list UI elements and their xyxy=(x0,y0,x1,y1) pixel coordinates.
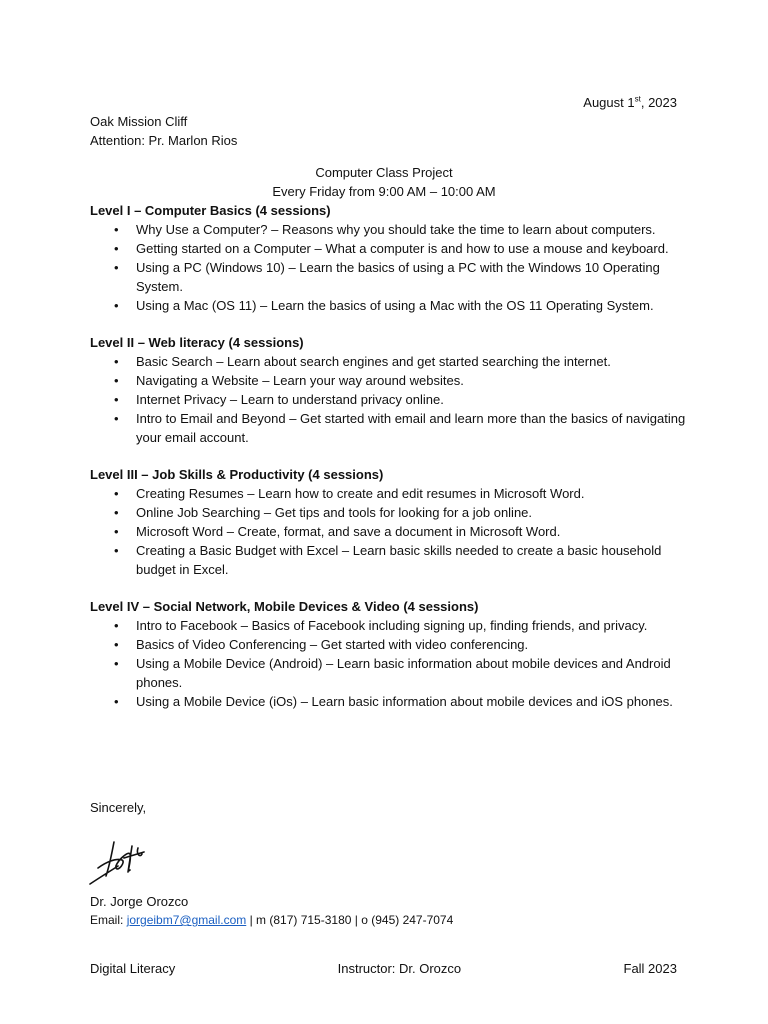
footer-right: Fall 2023 xyxy=(623,961,677,976)
level-items xyxy=(90,352,690,447)
list-item: • Internet Privacy – Learn to understand privacy online. xyxy=(90,390,690,409)
level-1 xyxy=(90,201,690,315)
page-footer xyxy=(90,959,677,978)
list-item: • Using a Mobile Device (Android) – Learn basic information about mobile devices and Android phones. xyxy=(90,654,690,692)
level-heading: Level IV – Social Network, Mobile Devices & Video (4 sessions) xyxy=(90,599,479,614)
phone-numbers: | m (817) 715-3180 | o (945) 247-7074 xyxy=(246,913,454,927)
list-item: • Creating Resumes – Learn how to create and edit resumes in Microsoft Word. xyxy=(90,484,690,503)
level-2 xyxy=(90,333,690,447)
footer-left: Digital Literacy xyxy=(90,961,176,976)
level-heading: Level II – Web literacy (4 sessions) xyxy=(90,335,304,350)
list-item: • Microsoft Word – Create, format, and save a document in Microsoft Word. xyxy=(90,522,690,541)
list-item: • Navigating a Website – Learn your way around websites. xyxy=(90,371,690,390)
class-title: Computer Class Project xyxy=(315,165,453,180)
class-schedule: Every Friday from 9:00 AM – 10:00 AM xyxy=(272,184,496,199)
class-title-block xyxy=(0,163,768,201)
list-item: • Getting started on a Computer – What a computer is and how to use a mouse and keyboard. xyxy=(90,239,690,258)
list-item: • Using a PC (Windows 10) – Learn the basics of using a PC with the Windows 10 Operating System. xyxy=(90,258,690,296)
list-item: • Using a Mobile Device (iOs) – Learn basic information about mobile devices and iOS phones. xyxy=(90,692,690,711)
contact-line xyxy=(90,911,453,930)
levels-content xyxy=(90,201,690,729)
level-heading: Level III – Job Skills & Productivity (4 sessions) xyxy=(90,467,384,482)
level-3 xyxy=(90,465,690,579)
letter-date: August 1st, 2023 xyxy=(583,94,677,110)
list-item: • Why Use a Computer? – Reasons why you should take the time to learn about computers. xyxy=(90,220,690,239)
level-4 xyxy=(90,597,690,711)
list-item: • Basic Search – Learn about search engines and get started searching the internet. xyxy=(90,352,690,371)
level-items xyxy=(90,616,690,711)
list-item: • Creating a Basic Budget with Excel – Learn basic skills needed to create a basic household budget in Excel. xyxy=(90,541,690,579)
recipient-name: Oak Mission Cliff xyxy=(90,114,188,129)
list-item: • Basics of Video Conferencing – Get started with video conferencing. xyxy=(90,635,690,654)
email-link[interactable]: jorgeibm7@gmail.com xyxy=(126,913,247,927)
signature-image xyxy=(88,836,160,888)
attention-line: Attention: Pr. Marlon Rios xyxy=(90,133,238,148)
footer-center: Instructor: Dr. Orozco xyxy=(337,961,462,976)
list-item: • Using a Mac (OS 11) – Learn the basics of using a Mac with the OS 11 Operating System. xyxy=(90,296,690,315)
level-items xyxy=(90,220,690,315)
level-heading: Level I – Computer Basics (4 sessions) xyxy=(90,203,331,218)
level-items xyxy=(90,484,690,579)
closing-salutation: Sincerely, xyxy=(90,800,147,815)
signer-name: Dr. Jorge Orozco xyxy=(90,894,189,909)
list-item: • Online Job Searching – Get tips and tools for looking for a job online. xyxy=(90,503,690,522)
email-label: Email: xyxy=(90,913,127,927)
list-item: • Intro to Email and Beyond – Get started with email and learn more than the basics of navigating your email account. xyxy=(90,409,690,447)
recipient-block xyxy=(90,112,237,150)
list-item: • Intro to Facebook – Basics of Facebook including signing up, finding friends, and privacy. xyxy=(90,616,690,635)
